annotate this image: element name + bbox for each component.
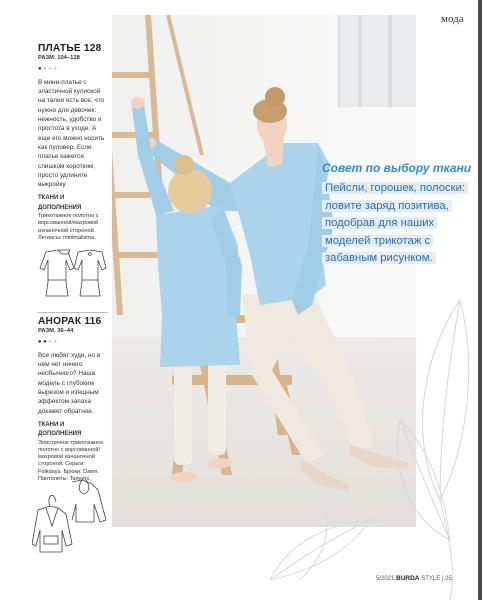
girl-figure bbox=[131, 97, 242, 482]
dress-sketch bbox=[38, 248, 108, 300]
issue-number: 5/2021 bbox=[376, 576, 395, 582]
dress-description: В мини-платье с эластичной кулиской на талии есть все, что нужно для девочек: нежность, удобство и простота в уходе. А еще его можно носить как пуловер. Если платье кажется слишком коротким, просто удлините выкройку. bbox=[38, 78, 105, 189]
section-label: мода bbox=[441, 13, 464, 25]
photo-illustration bbox=[112, 15, 416, 527]
anorak-sketch bbox=[32, 480, 108, 560]
tip-body: Пейсли, горошек, полоски: ловите заряд позитива, подобрав для наших моделей трикотаж с забавным рисунком. bbox=[322, 182, 468, 264]
anorak-sizes: РАЗМ. 36–44 bbox=[38, 328, 74, 335]
dress-title: ПЛАТЬЕ 128 bbox=[38, 43, 102, 54]
dress-fabrics-heading: ТКАНИ И ДОПОЛНЕНИЯ bbox=[38, 195, 82, 211]
section-divider bbox=[38, 312, 108, 313]
fabric-tip bbox=[322, 160, 472, 268]
tip-body-wrap bbox=[322, 180, 472, 268]
anorak-info bbox=[38, 317, 108, 483]
anorak-fabrics-heading: ТКАНИ И ДОПОЛНЕНИЯ bbox=[38, 421, 82, 438]
difficulty-rating: ●●●● bbox=[38, 338, 59, 345]
anorak-description: Все любят худи, но в нем нет ничего необычного? Наша модель с глубоким вырезом и изящным эффектом запаха докажет обратное. bbox=[38, 351, 101, 415]
dress-sizes: РАЗМ. 104–128 bbox=[38, 55, 80, 62]
anorak-fabrics-text: Эластичное трикотажное полотно с ворсованной/махровой изнаночной стороной. Серьги: Folkdays. Брюки: Dawn. Пантолеты: Tamaris. bbox=[38, 439, 104, 483]
dress-fabrics-text: Трикотажное полотно с ворсованной/махровой изнаночной стороной. Легинсы: minimalisma. bbox=[38, 213, 99, 241]
leaf-decoration-bottom bbox=[270, 510, 380, 580]
fashion-photo bbox=[112, 15, 416, 527]
anorak-title: АНОРАК 116 bbox=[38, 316, 102, 327]
brand-name: BURDA bbox=[396, 575, 420, 582]
leaf-decoration bbox=[380, 300, 480, 600]
tip-title: Совет по выбору ткани bbox=[322, 161, 472, 175]
brand-suffix: STYLE bbox=[421, 576, 441, 582]
page-footer: 5/2021 BURDA STYLE | 25 bbox=[376, 575, 452, 582]
dress-info bbox=[38, 44, 108, 304]
difficulty-rating: ●●●● bbox=[38, 65, 59, 72]
page-number: 25 bbox=[445, 576, 452, 582]
